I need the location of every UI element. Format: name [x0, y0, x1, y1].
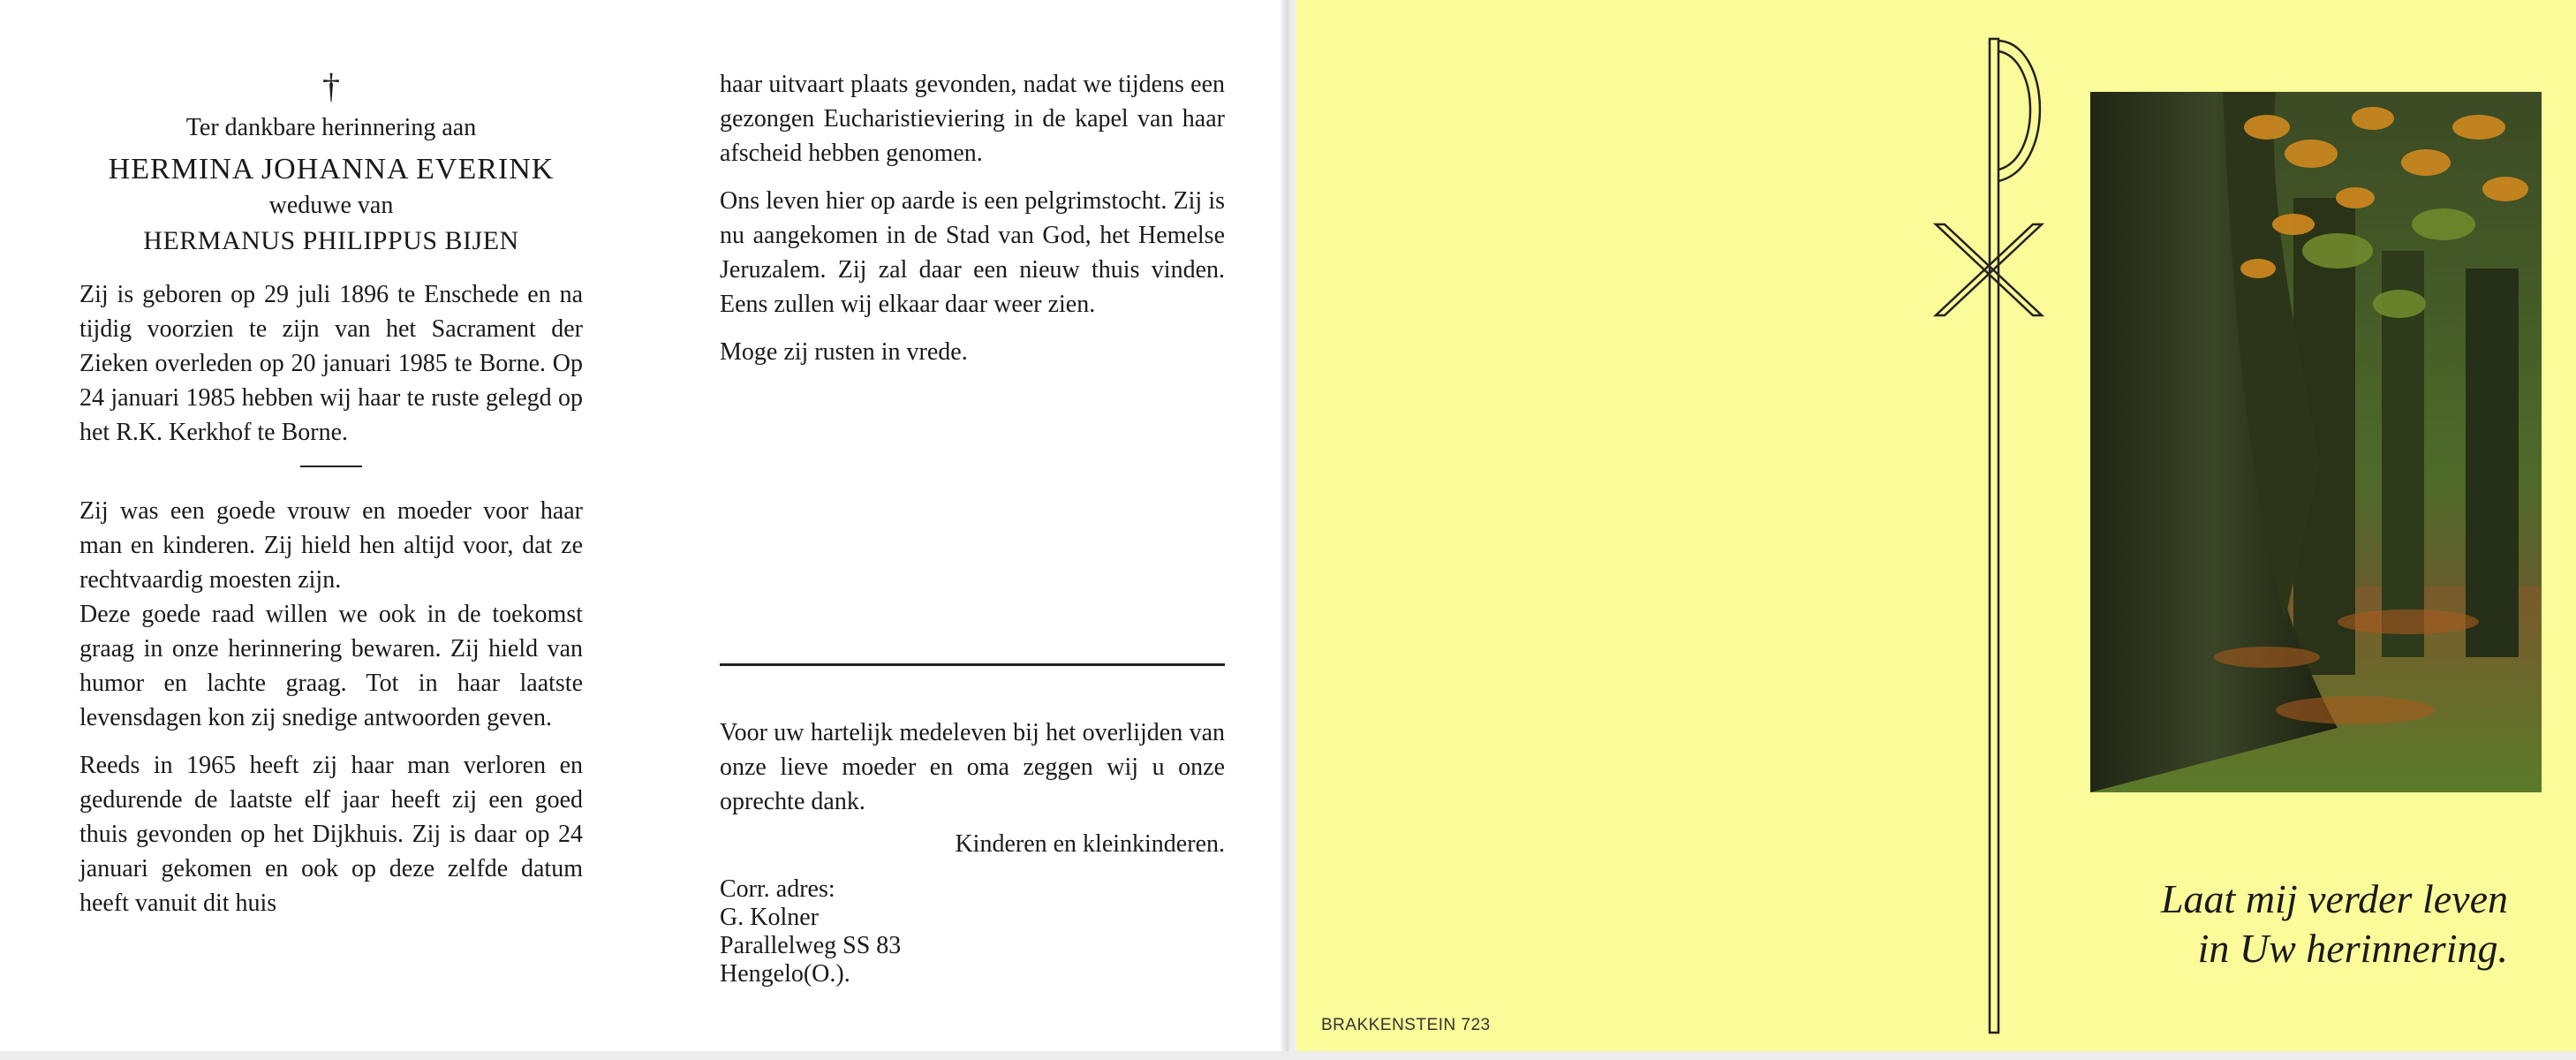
address-label: Corr. adres:	[720, 875, 835, 903]
family-signature: Kinderen en kleinkinderen.	[955, 830, 1225, 858]
memorial-text-column-2	[720, 67, 1225, 382]
address-city: Hengelo(O.).	[720, 960, 850, 988]
quote-line-2: in Uw herinnering.	[2197, 926, 2508, 971]
scan-bottom-edge	[0, 1051, 2576, 1060]
husband-name: HERMANUS PHILIPPUS BIJEN	[143, 226, 519, 255]
dijkhuis-paragraph: Reeds in 1965 heeft zij haar man verloren en gedurende de laatste elf jaar heeft zij een goed thuis gevonden op het Dijkhuis. Zij is daar op 24 januari gekomen en ook op deze zelfde datum heeft vanuit dit huis	[79, 752, 583, 917]
rest-in-peace-line: Moge zij rusten in vrede.	[720, 338, 968, 366]
dedication-intro: Ter dankbare herinnering aan	[185, 114, 477, 141]
advice-paragraph: Deze goede raad willen we ook in de toekomst graag in onze herinnering bewaren. Zij hield van humor en lachte graag. Tot in haar laatste levensdagen kon zij snedige antwoorden geven.	[79, 601, 583, 731]
thanks-divider	[720, 663, 1225, 666]
address-street: Parallelweg SS 83	[720, 932, 902, 959]
funeral-paragraph: haar uitvaart plaats gevonden, nadat we tijdens een gezongen Eucharistieviering in de kapel van haar afscheid hebben genomen.	[720, 71, 1225, 167]
cover-quote	[2031, 874, 2508, 973]
correspondence-address	[720, 875, 1225, 988]
address-name: G. Kolner	[720, 904, 819, 931]
cross-icon: †	[322, 66, 340, 106]
card-fold	[1280, 0, 1296, 1060]
thanks-paragraph	[720, 716, 1225, 819]
character-paragraph: Zij was een goede vrouw en moeder voor haar man en kinderen. Zij hield hen altijd voor, dat ze rechtvaardig moesten zijn.	[79, 497, 583, 594]
memorial-text-column-1	[79, 67, 583, 934]
widow-of-label: weduwe van	[268, 192, 394, 219]
pilgrimage-paragraph: Ons leven hier op aarde is een pelgrimstocht. Zij is nu aangekomen in de Stad van God, het Hemelse Jeruzalem. Zij zal daar een nieuw thuis vinden. Eens zullen wij elkaar daar weer zien.	[720, 187, 1225, 318]
forest-photo	[2090, 92, 2542, 792]
publisher-code: BRAKKENSTEIN 723	[1321, 1016, 1491, 1034]
quote-line-1: Laat mij verder leven	[2160, 876, 2508, 921]
biography-paragraph: Zij is geboren op 29 juli 1896 te Enschede en na tijdig voorzien te zijn van het Sacrament der Zieken overleden op 20 januari 1985 te Borne. Op 24 januari 1985 hebben wij haar te ruste gelegd op het R.K. Kerkhof te Borne.	[79, 281, 583, 446]
section-divider	[300, 466, 362, 467]
thanks-text: Voor uw hartelijk medeleven bij het overlijden van onze lieve moeder en oma zeggen wij u onze oprechte dank.	[720, 719, 1225, 815]
deceased-name: HERMINA JOHANNA EVERINK	[108, 153, 555, 186]
